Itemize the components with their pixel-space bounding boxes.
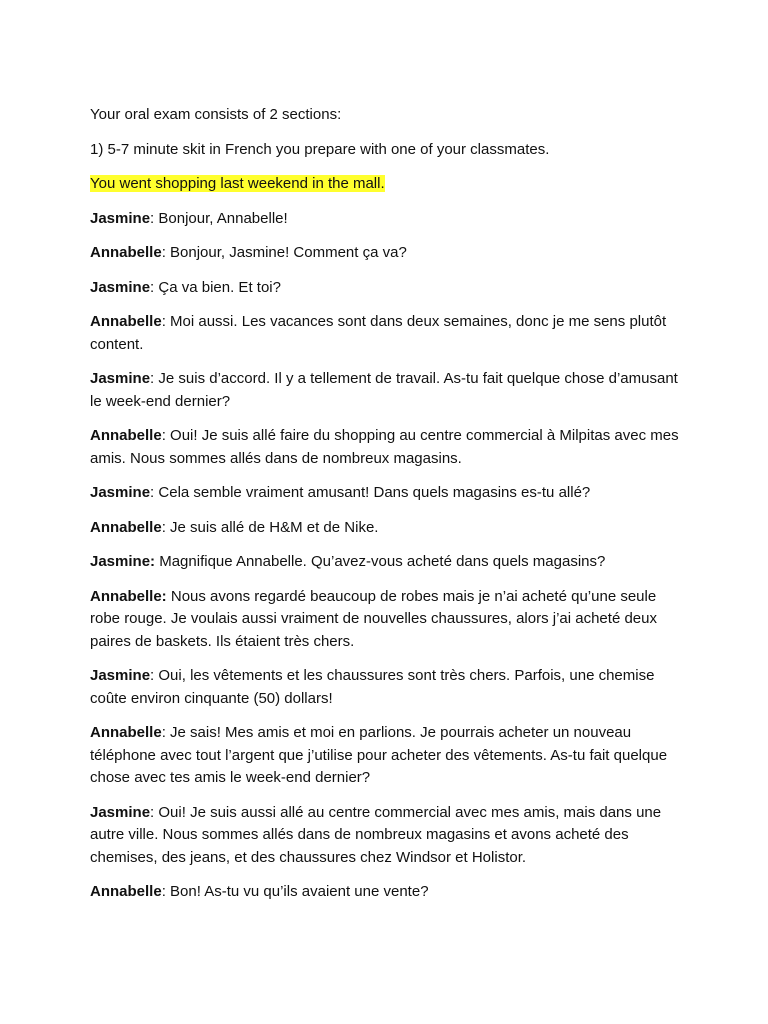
speaker-separator: : — [150, 803, 159, 821]
dialogue-text: Oui! Je suis aussi allé au centre commercial avec mes amis, mais dans une autre ville. Nous sommes allés dans de nombreux magasins et avons acheté des chemises, des jeans, et des chaussures chez Windsor et Holistor. — [90, 803, 662, 866]
speaker-name: Jasmine: — [90, 553, 156, 570]
dialogue-line — [90, 551, 690, 574]
speaker-separator: : — [150, 370, 159, 387]
dialogue-line — [90, 311, 690, 356]
speaker-separator: : — [161, 724, 171, 741]
speaker-name: Jasmine — [90, 209, 151, 227]
dialogue-text: Ça va bien. Et toi? — [158, 278, 281, 296]
speaker-name: Annabelle — [90, 313, 162, 330]
speaker-separator: : — [161, 244, 171, 261]
speaker-name: Jasmine — [90, 370, 151, 387]
dialogue-line — [90, 482, 690, 505]
exam-intro: Your oral exam consists of 2 sections: — [90, 106, 342, 123]
dialogue-text: Moi aussi. Les vacances sont dans deux semaines, donc je me sens plutôt content. — [90, 313, 667, 353]
dialogue-line — [90, 277, 690, 300]
speaker-separator: : — [161, 427, 171, 444]
dialogue-line — [90, 208, 690, 231]
dialogue-text: Bonjour, Jasmine! Comment ça va? — [170, 244, 407, 261]
dialogue-line — [90, 368, 690, 413]
speaker-separator: : — [150, 278, 159, 296]
dialogue-text: Magnifique Annabelle. Qu’avez-vous acheté dans quels magasins? — [159, 553, 606, 570]
speaker-name: Annabelle: — [90, 587, 167, 605]
dialogue-line — [90, 425, 690, 470]
speaker-name: Annabelle — [90, 518, 162, 536]
speaker-name: Annabelle — [90, 427, 162, 444]
dialogue-text: Oui! Je suis allé faire du shopping au centre commercial à Milpitas avec mes amis. Nous sommes allés dans de nombreux magasins. — [90, 427, 679, 467]
speaker-separator: : — [150, 667, 159, 684]
dialogue-line — [90, 722, 690, 790]
dialogue-text: Je sais! Mes amis et moi en parlions. Je pourrais acheter un nouveau téléphone avec tout l’argent que j’utilise pour acheter des vêtements. As-tu fait quelque chose avec tes amis le week-end dernier? — [90, 724, 668, 786]
speaker-name: Jasmine — [90, 803, 151, 821]
speaker-separator: : — [150, 484, 159, 501]
dialogue-line — [90, 881, 690, 904]
speaker-separator: : — [150, 209, 159, 227]
speaker-separator: : — [161, 518, 171, 536]
document-page — [90, 104, 690, 916]
dialogue-text: Cela semble vraiment amusant! Dans quels magasins es-tu allé? — [158, 484, 591, 501]
dialogue-line — [90, 242, 690, 265]
dialogue-text: Nous avons regardé beaucoup de robes mais je n’ai acheté qu’une seule robe rouge. Je voulais aussi vraiment de nouvelles chaussures, alors j’ai acheté deux paires de baskets. Ils étaient très chers. — [90, 587, 657, 650]
dialogue-text: Oui, les vêtements et les chaussures sont très chers. Parfois, une chemise coûte environ cinquante (50) dollars! — [90, 667, 655, 707]
speaker-name: Annabelle — [90, 724, 162, 741]
section-one: 1) 5-7 minute skit in French you prepare with one of your classmates. — [90, 140, 550, 158]
dialogue-line — [90, 665, 690, 710]
speaker-name: Jasmine — [90, 484, 151, 501]
speaker-separator: : — [161, 883, 171, 900]
speaker-name: Annabelle — [90, 244, 162, 261]
scenario-highlight: You went shopping last weekend in the mall. — [90, 175, 385, 192]
speaker-separator: : — [161, 313, 171, 330]
dialogue-text: Bonjour, Annabelle! — [158, 209, 288, 227]
speaker-name: Annabelle — [90, 883, 162, 900]
dialogue-line — [90, 586, 690, 654]
scenario-line — [90, 173, 690, 196]
speaker-name: Jasmine — [90, 278, 151, 296]
dialogue-text: Je suis allé de H&M et de Nike. — [170, 518, 379, 536]
dialogue-line — [90, 517, 690, 540]
dialogue-text: Bon! As-tu vu qu’ils avaient une vente? — [170, 883, 429, 900]
dialogue-line — [90, 802, 690, 870]
dialogue-text: Je suis d’accord. Il y a tellement de travail. As-tu fait quelque chose d’amusant le week-end dernier? — [90, 370, 678, 410]
speaker-name: Jasmine — [90, 667, 151, 684]
dialogue — [90, 208, 690, 904]
